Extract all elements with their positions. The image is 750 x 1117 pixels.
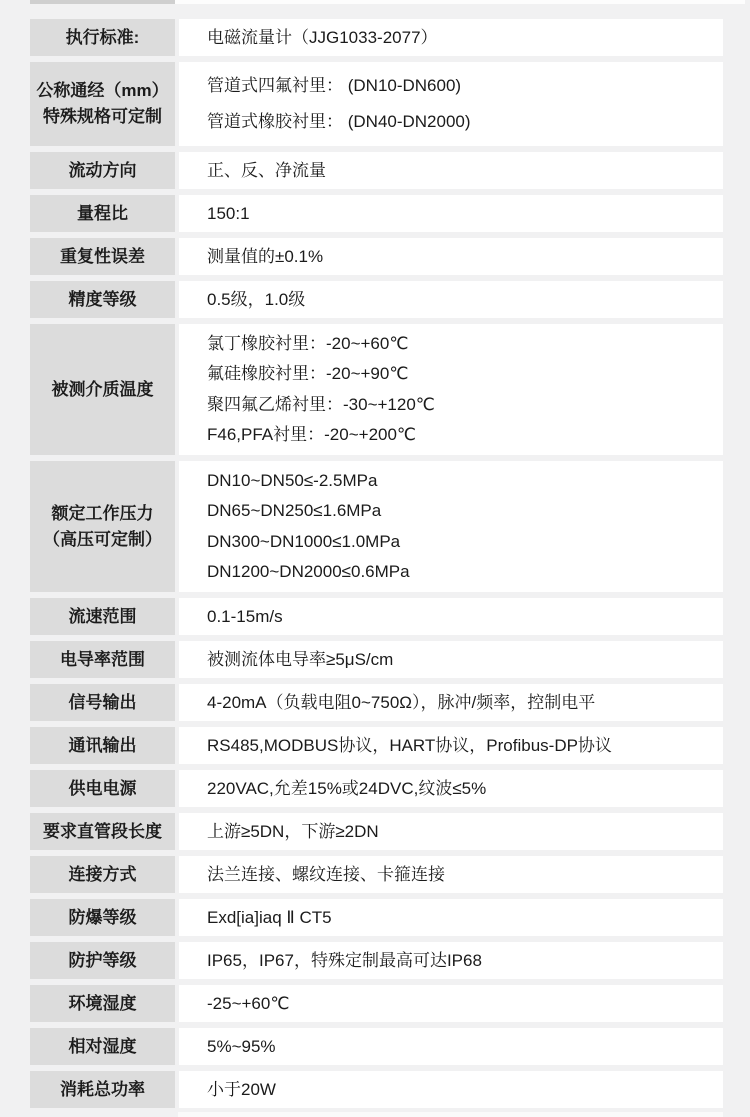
spec-label-text: 执行标准:	[65, 27, 140, 47]
spec-label-text: 被测介质温度	[51, 379, 154, 399]
spec-label-text: 精度等级	[68, 289, 137, 309]
spec-row	[30, 19, 723, 56]
spec-value-text: Exd[ia]iaq Ⅱ CT5	[207, 907, 332, 927]
spec-value-text: 0.1-15m/s	[207, 606, 283, 626]
spec-row	[30, 62, 723, 146]
spec-value-text: 管道式四氟衬里： (DN10-DN600)	[207, 76, 462, 95]
spec-value	[179, 238, 723, 275]
spec-value	[179, 1028, 723, 1065]
spec-value	[179, 62, 723, 146]
spec-label	[30, 238, 175, 275]
spec-value	[179, 195, 723, 232]
spec-value-text: DN65~DN250≤1.6MPa	[207, 501, 382, 521]
spec-label-text: 供电电源	[68, 778, 137, 798]
spec-row	[30, 281, 723, 318]
spec-label	[30, 727, 175, 764]
spec-value	[179, 985, 723, 1022]
spec-row	[30, 598, 723, 635]
spec-row	[30, 942, 723, 979]
spec-label	[30, 461, 175, 592]
spec-label	[30, 152, 175, 189]
spec-value	[179, 770, 723, 807]
spec-label	[30, 19, 175, 56]
spec-value-text: 被测流体电导率≥5μS/cm	[207, 649, 394, 669]
spec-row	[30, 770, 723, 807]
spec-value-text: 4-20mA（负载电阻0~750Ω），脉冲/频率，控制电平	[207, 692, 596, 712]
spec-value	[179, 942, 723, 979]
spec-value	[179, 899, 723, 936]
spec-value-text: 5%~95%	[207, 1036, 276, 1056]
spec-value-text: 220VAC,允差15%或24DVC,纹波≤5%	[207, 778, 487, 798]
spec-value-text: DN10~DN50≤-2.5MPa	[207, 470, 378, 490]
spec-label	[30, 324, 175, 455]
spec-value	[179, 727, 723, 764]
spec-value	[179, 598, 723, 635]
spec-value	[179, 461, 723, 592]
spec-value-text: 正、反、净流量	[207, 160, 326, 180]
spec-value	[179, 641, 723, 678]
spec-row	[30, 856, 723, 893]
spec-label-text: 重复性误差	[60, 246, 145, 266]
spec-row	[30, 152, 723, 189]
spec-label-text: 连接方式	[68, 864, 137, 884]
spec-label-text: 流动方向	[68, 160, 137, 180]
spec-label	[30, 684, 175, 721]
spec-label	[30, 856, 175, 893]
spec-row	[30, 727, 723, 764]
spec-row	[30, 813, 723, 850]
spec-table	[30, 19, 723, 1114]
spec-value-text: DN1200~DN2000≤0.6MPa	[207, 562, 410, 582]
spec-value	[179, 684, 723, 721]
spec-label	[30, 985, 175, 1022]
spec-value-text: 氟硅橡胶衬里：-20~+90℃	[207, 364, 409, 384]
spec-label	[30, 62, 175, 146]
spec-label-text: 要求直管段长度	[43, 821, 162, 841]
spec-label	[30, 1028, 175, 1065]
spec-value	[179, 856, 723, 893]
spec-value-text: 电磁流量计（JJG1033-2077）	[207, 27, 438, 47]
spec-value	[179, 152, 723, 189]
spec-row	[30, 1028, 723, 1065]
spec-label-text: 相对湿度	[68, 1036, 137, 1056]
spec-row	[30, 1071, 723, 1108]
spec-row	[30, 461, 723, 592]
spec-value-text: 小于20W	[207, 1079, 276, 1099]
spec-value-text: -25~+60℃	[207, 993, 290, 1013]
spec-label	[30, 1071, 175, 1108]
spec-value-text: IP65，IP67，特殊定制最高可达IP68	[207, 950, 482, 970]
spec-value	[179, 281, 723, 318]
spec-label	[30, 195, 175, 232]
previous-row-edge	[30, 0, 745, 4]
spec-label-text: （高压可定制）	[43, 529, 162, 549]
spec-label-text: 消耗总功率	[60, 1079, 145, 1099]
spec-row	[30, 324, 723, 455]
spec-value-text: RS485,MODBUS协议，HART协议，Profibus-DP协议	[207, 735, 612, 755]
spec-row	[30, 899, 723, 936]
spec-row	[30, 684, 723, 721]
spec-row	[30, 641, 723, 678]
spec-label	[30, 641, 175, 678]
spec-label	[30, 813, 175, 850]
spec-value-text: 150:1	[207, 203, 250, 223]
spec-label-text: 信号输出	[68, 692, 137, 712]
spec-value-text: F46,PFA衬里：-20~+200℃	[207, 425, 417, 445]
spec-label-text: 环境湿度	[68, 993, 137, 1013]
spec-row	[30, 238, 723, 275]
previous-row-label-edge	[30, 0, 175, 4]
spec-value	[179, 324, 723, 455]
spec-value-text: 上游≥5DN，下游≥2DN	[207, 821, 379, 841]
spec-label	[30, 899, 175, 936]
spec-label-text: 通讯输出	[68, 735, 137, 755]
spec-label-text: 公称通经（mm）	[36, 81, 169, 100]
spec-value	[179, 19, 723, 56]
spec-label	[30, 770, 175, 807]
spec-value-text: 0.5级，1.0级	[207, 289, 306, 309]
spec-label-text: 防护等级	[68, 950, 137, 970]
spec-value-text: 氯丁橡胶衬里：-20~+60℃	[207, 333, 409, 353]
spec-row	[30, 195, 723, 232]
spec-label-text: 特殊规格可定制	[43, 107, 162, 126]
spec-label-text: 流速范围	[68, 606, 137, 626]
spec-value-text: 管道式橡胶衬里： (DN40-DN2000)	[207, 112, 471, 131]
spec-value-text: 测量值的±0.1%	[207, 246, 324, 266]
spec-label	[30, 942, 175, 979]
spec-label-text: 防爆等级	[68, 907, 137, 927]
spec-label-text: 量程比	[77, 203, 128, 223]
spec-row	[30, 985, 723, 1022]
spec-value	[179, 1071, 723, 1108]
spec-label	[30, 281, 175, 318]
spec-value-text: 法兰连接、螺纹连接、卡箍连接	[207, 864, 445, 884]
spec-value-text: 聚四氟乙烯衬里：-30~+120℃	[207, 394, 435, 414]
spec-label	[30, 598, 175, 635]
next-row-edge	[178, 1112, 723, 1117]
spec-label-text: 电导率范围	[60, 649, 145, 669]
spec-value	[179, 813, 723, 850]
spec-value-text: DN300~DN1000≤1.0MPa	[207, 531, 401, 551]
spec-label-text: 额定工作压力	[51, 503, 154, 523]
